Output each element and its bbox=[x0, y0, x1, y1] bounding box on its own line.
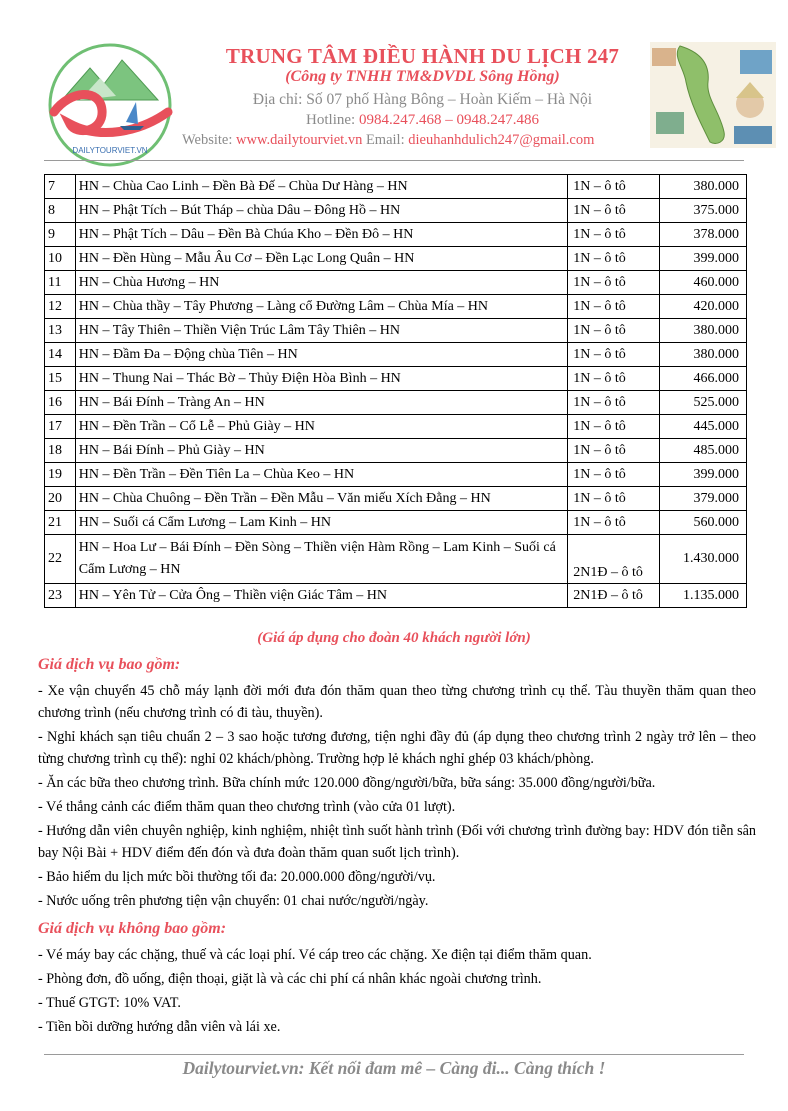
tour-duration: 1N – ô tô bbox=[568, 319, 660, 343]
tour-duration: 1N – ô tô bbox=[568, 391, 660, 415]
included-title: Giá dịch vụ bao gồm: bbox=[38, 656, 181, 673]
tour-duration: 1N – ô tô bbox=[568, 511, 660, 535]
tour-price: 399.000 bbox=[660, 463, 747, 487]
tour-number: 23 bbox=[45, 584, 76, 608]
tour-price: 420.000 bbox=[660, 295, 747, 319]
tour-price: 445.000 bbox=[660, 415, 747, 439]
tour-route: HN – Suối cá Cẩm Lương – Lam Kinh – HN bbox=[75, 511, 568, 535]
tour-duration: 1N – ô tô bbox=[568, 343, 660, 367]
letterhead bbox=[0, 0, 788, 170]
tour-number: 20 bbox=[45, 487, 76, 511]
tour-route: HN – Bái Đính – Phủ Giày – HN bbox=[75, 439, 568, 463]
tour-price-table bbox=[44, 174, 747, 608]
excluded-list bbox=[38, 944, 756, 1040]
logo-text: DAILYTOURVIET.VN bbox=[72, 146, 148, 155]
tour-price: 1.430.000 bbox=[660, 535, 747, 584]
tour-number: 13 bbox=[45, 319, 76, 343]
tour-number: 22 bbox=[45, 535, 76, 584]
tour-number: 21 bbox=[45, 511, 76, 535]
table-row bbox=[45, 223, 747, 247]
tour-duration: 1N – ô tô bbox=[568, 223, 660, 247]
table-row bbox=[45, 391, 747, 415]
tour-route: HN – Chùa Cao Linh – Đền Bà Đế – Chùa Dư Hàng – HN bbox=[75, 175, 568, 199]
tour-route: HN – Bái Đính – Tràng An – HN bbox=[75, 391, 568, 415]
company-address: Địa chỉ: Số 07 phố Hàng Bông – Hoàn Kiếm – Hà Nội bbox=[252, 91, 593, 108]
table-row bbox=[45, 584, 747, 608]
tour-price: 380.000 bbox=[660, 175, 747, 199]
list-item: - Hướng dẫn viên chuyên nghiệp, kinh nghiệm, nhiệt tình suốt hành trình (Đối với chương trình đường bay: HDV đón tiễn sân bay Nội Bài + HDV điểm đến đón và đưa đoàn thăm quan suốt lịch trình). bbox=[38, 823, 756, 861]
footer-slogan: Dailytourviet.vn: Kết nối đam mê – Càng đi... Càng thích ! bbox=[182, 1058, 606, 1078]
included-list bbox=[38, 680, 756, 914]
tour-number: 18 bbox=[45, 439, 76, 463]
tour-route: HN – Chùa thầy – Tây Phương – Làng cổ Đường Lâm – Chùa Mía – HN bbox=[75, 295, 568, 319]
table-row bbox=[45, 319, 747, 343]
tour-route: HN – Tây Thiên – Thiền Viện Trúc Lâm Tây Thiên – HN bbox=[75, 319, 568, 343]
tour-price: 380.000 bbox=[660, 319, 747, 343]
table-row bbox=[45, 175, 747, 199]
tour-number: 16 bbox=[45, 391, 76, 415]
table-row bbox=[45, 271, 747, 295]
table-row bbox=[45, 511, 747, 535]
tour-number: 19 bbox=[45, 463, 76, 487]
list-item: - Vé thắng cảnh các điểm thăm quan theo chương trình (vào cửa 01 lượt). bbox=[38, 799, 456, 815]
tour-route: HN – Yên Tử – Cửa Ông – Thiền viện Giác Tâm – HN bbox=[75, 584, 568, 608]
tour-price: 399.000 bbox=[660, 247, 747, 271]
list-item: - Xe vận chuyển 45 chỗ máy lạnh đời mới đưa đón thăm quan theo từng chương trình cụ thể. Tàu thuyền thăm quan theo chương trình (nếu chương trình có đi tàu, thuyền). bbox=[38, 683, 756, 721]
contact-line bbox=[182, 132, 652, 149]
table-row bbox=[45, 367, 747, 391]
list-item: - Thuế GTGT: 10% VAT. bbox=[38, 995, 181, 1011]
tour-duration: 1N – ô tô bbox=[568, 295, 660, 319]
tour-price: 379.000 bbox=[660, 487, 747, 511]
tour-route: HN – Phật Tích – Bút Tháp – chùa Dâu – Đông Hồ – HN bbox=[75, 199, 568, 223]
table-row bbox=[45, 247, 747, 271]
price-note: (Giá áp dụng cho đoàn 40 khách người lớn) bbox=[257, 630, 531, 646]
tour-price: 485.000 bbox=[660, 439, 747, 463]
tour-route: HN – Đầm Đa – Động chùa Tiên – HN bbox=[75, 343, 568, 367]
tour-number: 7 bbox=[45, 175, 76, 199]
tour-duration: 1N – ô tô bbox=[568, 175, 660, 199]
table-row bbox=[45, 199, 747, 223]
tour-route: HN – Thung Nai – Thác Bờ – Thủy Điện Hòa Bình – HN bbox=[75, 367, 568, 391]
table-row bbox=[45, 463, 747, 487]
table-row bbox=[45, 415, 747, 439]
tour-duration: 1N – ô tô bbox=[568, 367, 660, 391]
tour-route: HN – Phật Tích – Dâu – Đền Bà Chúa Kho – Đền Đô – HN bbox=[75, 223, 568, 247]
hotline bbox=[195, 112, 650, 129]
table-row bbox=[45, 295, 747, 319]
hotline-label: Hotline: bbox=[306, 112, 356, 128]
list-item: - Nước uống trên phương tiện vận chuyển: 01 chai nước/người/ngày. bbox=[38, 893, 429, 909]
tour-price: 460.000 bbox=[660, 271, 747, 295]
tour-duration: 1N – ô tô bbox=[568, 415, 660, 439]
list-item: - Ăn các bữa theo chương trình. Bữa chính mức 120.000 đồng/người/bữa, bữa sáng: 35.000 đồng/người/bữa. bbox=[38, 775, 656, 791]
tour-number: 8 bbox=[45, 199, 76, 223]
footer-divider bbox=[44, 1054, 744, 1055]
tour-price: 466.000 bbox=[660, 367, 747, 391]
company-name: (Công ty TNHH TM&DVDL Sông Hồng) bbox=[285, 68, 560, 85]
tour-price: 525.000 bbox=[660, 391, 747, 415]
tour-route: HN – Đền Trần – Cổ Lễ – Phủ Giày – HN bbox=[75, 415, 568, 439]
tour-duration: 1N – ô tô bbox=[568, 439, 660, 463]
table-row bbox=[45, 487, 747, 511]
tour-duration: 2N1Đ – ô tô bbox=[568, 584, 660, 608]
tour-number: 14 bbox=[45, 343, 76, 367]
tour-price: 1.135.000 bbox=[660, 584, 747, 608]
email-label: Email: bbox=[365, 132, 405, 148]
tour-number: 11 bbox=[45, 271, 76, 295]
tour-route: HN – Chùa Chuông – Đền Trần – Đền Mẫu – Văn miếu Xích Đằng – HN bbox=[75, 487, 568, 511]
website-label: Website: bbox=[182, 132, 233, 148]
excluded-title: Giá dịch vụ không bao gồm: bbox=[38, 920, 227, 937]
tour-duration: 1N – ô tô bbox=[568, 271, 660, 295]
tour-price: 380.000 bbox=[660, 343, 747, 367]
list-item: - Tiền bồi dưỡng hướng dẫn viên và lái xe. bbox=[38, 1019, 281, 1035]
tour-price: 375.000 bbox=[660, 199, 747, 223]
tour-duration: 1N – ô tô bbox=[568, 463, 660, 487]
tour-duration: 1N – ô tô bbox=[568, 247, 660, 271]
tour-price: 560.000 bbox=[660, 511, 747, 535]
tour-route: HN – Hoa Lư – Bái Đính – Đền Sòng – Thiền viện Hàm Rồng – Lam Kinh – Suối cá Cẩm Lương – HN bbox=[75, 535, 568, 584]
hotline-value[interactable]: 0984.247.468 – 0948.247.486 bbox=[358, 112, 539, 128]
tour-duration: 1N – ô tô bbox=[568, 199, 660, 223]
tour-route: HN – Chùa Hương – HN bbox=[75, 271, 568, 295]
tour-number: 15 bbox=[45, 367, 76, 391]
tour-number: 9 bbox=[45, 223, 76, 247]
tour-duration: 1N – ô tô bbox=[568, 487, 660, 511]
table-row bbox=[45, 535, 747, 584]
email-link[interactable]: dieuhanhdulich247@gmail.com bbox=[408, 132, 595, 148]
list-item: - Phòng đơn, đồ uống, điện thoại, giặt là và các chi phí cá nhân khác ngoài chương trình. bbox=[38, 971, 542, 987]
website-link[interactable]: www.dailytourviet.vn bbox=[236, 132, 363, 148]
list-item: - Bảo hiểm du lịch mức bồi thường tối đa: 20.000.000 đồng/người/vụ. bbox=[38, 869, 436, 885]
tour-route: HN – Đền Hùng – Mẫu Âu Cơ – Đền Lạc Long Quân – HN bbox=[75, 247, 568, 271]
list-item: - Nghỉ khách sạn tiêu chuẩn 2 – 3 sao hoặc tương đương, tiện nghi đầy đủ (áp dụng theo chương trình 2 ngày trở lên – theo từng chương trình cụ thể): nghỉ 02 khách/phòng. Trường hợp lẻ khách nghỉ ghép 03 khách/phòng. bbox=[38, 729, 756, 767]
table-row bbox=[45, 343, 747, 367]
tour-price: 378.000 bbox=[660, 223, 747, 247]
header-divider bbox=[44, 160, 744, 161]
tour-number: 17 bbox=[45, 415, 76, 439]
table-row bbox=[45, 439, 747, 463]
tour-duration: 2N1Đ – ô tô bbox=[568, 535, 660, 584]
tour-route: HN – Đền Trần – Đền Tiên La – Chùa Keo – HN bbox=[75, 463, 568, 487]
tour-number: 12 bbox=[45, 295, 76, 319]
company-logo bbox=[40, 40, 180, 170]
list-item: - Vé máy bay các chặng, thuế và các loại phí. Vé cáp treo các chặng. Xe điện tại điểm thăm quan. bbox=[38, 947, 592, 963]
vietnam-map-collage-image bbox=[650, 42, 776, 148]
center-title: TRUNG TÂM ĐIỀU HÀNH DU LỊCH 247 bbox=[225, 44, 620, 68]
tour-number: 10 bbox=[45, 247, 76, 271]
